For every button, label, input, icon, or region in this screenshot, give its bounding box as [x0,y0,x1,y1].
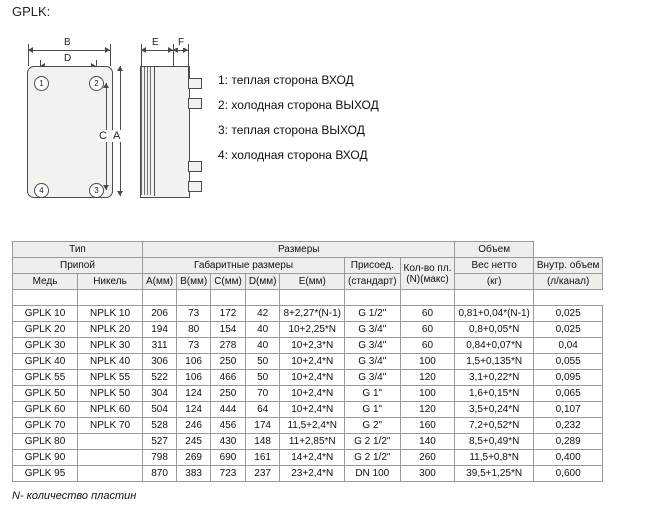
colheader-kg: (кг) [455,274,533,290]
table-row [13,354,603,370]
cell-standard: G 1" [345,402,401,418]
subheader-inner-volume: Внутр. объем [533,258,603,274]
dim-label-e: E [152,37,159,48]
subheader-plates-unit: (N)(макс) [406,273,449,285]
cell-volume: 0,095 [533,370,603,386]
heat-exchanger-diagram [10,26,210,206]
spacer-cell [245,290,280,306]
cell-b: 73 [177,338,211,354]
colheader-copper: Медь [13,274,78,290]
cell-d: 174 [245,418,280,434]
cell-c: 430 [211,434,246,450]
cell-c: 172 [211,306,246,322]
table-spacer-row [13,290,603,306]
spacer-cell [455,290,533,306]
cell-weight: 7,2+0,52*N [455,418,533,434]
cell-standard: G 3/4" [345,370,401,386]
dim-label-b: B [64,37,71,48]
footnote: N- количество пластин [12,490,137,502]
nozzle-bottom-2 [188,181,202,192]
dim-tick-f-right [188,44,189,78]
legend-item-2: 2: холодная сторона ВЫХОД [218,98,379,112]
cell-b: 80 [177,322,211,338]
cell-volume: 0,107 [533,402,603,418]
cell-d: 50 [245,354,280,370]
cell-weight: 39,5+1,25*N [455,466,533,482]
cell-nickel [78,450,143,466]
cell-b: 383 [177,466,211,482]
cell-b: 106 [177,370,211,386]
cell-weight: 1,6+0,15*N [455,386,533,402]
cell-plates: 60 [400,322,455,338]
specifications-table [12,241,603,482]
nozzle-top-1 [188,78,202,89]
cell-volume: 0,04 [533,338,603,354]
cell-a: 206 [143,306,177,322]
cell-weight: 3,1+0,22*N [455,370,533,386]
cell-d: 161 [245,450,280,466]
cell-a: 306 [143,354,177,370]
cell-d: 70 [245,386,280,402]
port-3-marker: 3 [89,183,104,198]
cell-standard: G 3/4" [345,338,401,354]
cell-volume: 0,600 [533,466,603,482]
spacer-cell [177,290,211,306]
table-row [13,386,603,402]
cell-e: 23+2,4*N [280,466,345,482]
cell-volume: 0,055 [533,354,603,370]
cell-standard: G 1" [345,386,401,402]
colheader-c: C(мм) [211,274,246,290]
cell-c: 250 [211,354,246,370]
nozzle-top-2 [188,98,202,109]
cell-copper: GPLK 10 [13,306,78,322]
subheader-dimensions: Габаритные размеры [143,258,345,274]
cell-d: 64 [245,402,280,418]
cell-weight: 0,81+0,04*(N-1) [455,306,533,322]
table-row [13,466,603,482]
cell-nickel: NPLK 10 [78,306,143,322]
cell-nickel: NPLK 20 [78,322,143,338]
cell-a: 870 [143,466,177,482]
cell-copper: GPLK 30 [13,338,78,354]
cell-c: 278 [211,338,246,354]
spacer-cell [13,290,78,306]
cell-weight: 11,5+0,8*N [455,450,533,466]
dim-arrow-c-top [103,83,109,88]
cell-d: 148 [245,434,280,450]
nozzle-bottom-1 [188,161,202,172]
cell-e: 10+2,25*N [280,322,345,338]
table-row [13,450,603,466]
cell-nickel [78,466,143,482]
subheader-plates-label: Кол-во пл. [403,262,452,274]
cell-d: 42 [245,306,280,322]
cell-b: 245 [177,434,211,450]
colheader-per-channel: (л/канал) [533,274,603,290]
cell-plates: 60 [400,338,455,354]
dim-arrow-c-bottom [103,185,109,190]
dim-label-f: F [178,37,185,48]
port-legend [218,68,379,168]
cell-volume: 0,400 [533,450,603,466]
cell-plates: 100 [400,354,455,370]
cell-b: 124 [177,402,211,418]
cell-c: 723 [211,466,246,482]
spacer-cell [400,290,455,306]
cell-e: 11+2,85*N [280,434,345,450]
cell-plates: 120 [400,370,455,386]
cell-standard: DN 100 [345,466,401,482]
cell-a: 798 [143,450,177,466]
dim-arrow-b-right [105,47,110,53]
spacer-cell [143,290,177,306]
cell-standard: G 1/2" [345,306,401,322]
cell-plates: 120 [400,402,455,418]
cell-e: 8+2,27*(N-1) [280,306,345,322]
cell-weight: 8,5+0,49*N [455,434,533,450]
cell-copper: GPLK 80 [13,434,78,450]
spacer-cell [345,290,401,306]
subheader-solder: Припой [13,258,143,274]
plate-pack-divider [140,66,155,196]
legend-item-3: 3: теплая сторона ВЫХОД [218,123,365,137]
table-row [13,402,603,418]
cell-e: 14+2,4*N [280,450,345,466]
cell-a: 304 [143,386,177,402]
cell-copper: GPLK 70 [13,418,78,434]
cell-d: 237 [245,466,280,482]
cell-copper: GPLK 20 [13,322,78,338]
cell-weight: 1,5+0,135*N [455,354,533,370]
cell-standard: G 2 1/2" [345,434,401,450]
cell-copper: GPLK 55 [13,370,78,386]
colheader-d: D(мм) [245,274,280,290]
cell-c: 154 [211,322,246,338]
colheader-a: A(мм) [143,274,177,290]
dim-arrow-a-top [117,66,123,71]
cell-c: 466 [211,370,246,386]
cell-a: 528 [143,418,177,434]
cell-volume: 0,025 [533,322,603,338]
cell-e: 10+2,4*N [280,370,345,386]
cell-plates: 260 [400,450,455,466]
cell-c: 456 [211,418,246,434]
table-row [13,434,603,450]
table-row [13,418,603,434]
cell-d: 40 [245,322,280,338]
cell-plates: 300 [400,466,455,482]
spacer-cell [211,290,246,306]
cell-b: 73 [177,306,211,322]
port-4-marker: 4 [34,183,49,198]
legend-item-1: 1: теплая сторона ВХОД [218,73,354,87]
table-row [13,338,603,354]
cell-plates: 160 [400,418,455,434]
cell-d: 40 [245,338,280,354]
colheader-e: E(мм) [280,274,345,290]
header-sizes: Размеры [143,242,455,258]
cell-nickel: NPLK 55 [78,370,143,386]
cell-a: 527 [143,434,177,450]
cell-a: 522 [143,370,177,386]
cell-copper: GPLK 50 [13,386,78,402]
dim-arrow-e-left [141,47,146,53]
cell-b: 124 [177,386,211,402]
cell-nickel: NPLK 40 [78,354,143,370]
cell-weight: 3,5+0,24*N [455,402,533,418]
cell-plates: 100 [400,386,455,402]
dim-label-c: C [99,130,107,142]
table-group-header-row [13,242,603,258]
colheader-standard: (стандарт) [345,274,401,290]
cell-e: 10+2,4*N [280,354,345,370]
cell-e: 11,5+2,4*N [280,418,345,434]
page-title: GPLK: [12,4,51,19]
cell-c: 690 [211,450,246,466]
cell-b: 269 [177,450,211,466]
subheader-weight: Вес нетто [455,258,533,274]
cell-c: 250 [211,386,246,402]
cell-copper: GPLK 90 [13,450,78,466]
cell-nickel: NPLK 50 [78,386,143,402]
cell-standard: G 3/4" [345,354,401,370]
cell-standard: G 3/4" [345,322,401,338]
dim-arrow-b-left [28,47,33,53]
cell-c: 444 [211,402,246,418]
cell-copper: GPLK 60 [13,402,78,418]
cell-volume: 0,232 [533,418,603,434]
table-row [13,306,603,322]
cell-volume: 0,289 [533,434,603,450]
cell-volume: 0,025 [533,306,603,322]
dim-label-d: D [64,53,72,64]
cell-standard: G 2 1/2" [345,450,401,466]
colheader-b: B(мм) [177,274,211,290]
colheader-nickel: Никель [78,274,143,290]
cell-nickel: NPLK 60 [78,402,143,418]
spacer-cell [78,290,143,306]
cell-volume: 0,065 [533,386,603,402]
cell-standard: G 2" [345,418,401,434]
table-row [13,370,603,386]
cell-plates: 140 [400,434,455,450]
cell-e: 10+2,4*N [280,402,345,418]
header-type: Тип [13,242,143,258]
cell-copper: GPLK 40 [13,354,78,370]
legend-item-4: 4: холодная сторона ВХОД [218,148,368,162]
dim-tick-b-right [110,44,111,66]
subheader-connection: Присоед. [345,258,401,274]
table-row [13,322,603,338]
dim-arrow-a-bottom [117,191,123,196]
cell-a: 194 [143,322,177,338]
port-1-marker: 1 [34,76,49,91]
cell-plates: 60 [400,306,455,322]
dim-line-b [28,50,110,51]
cell-nickel [78,434,143,450]
cell-a: 504 [143,402,177,418]
spacer-cell [280,290,345,306]
cell-e: 10+2,4*N [280,386,345,402]
cell-d: 50 [245,370,280,386]
cell-e: 10+2,3*N [280,338,345,354]
cell-b: 106 [177,354,211,370]
table-sub-header-row [13,258,603,274]
table-column-header-row [13,274,603,290]
cell-weight: 0,84+0,07*N [455,338,533,354]
dim-label-a: A [113,130,121,142]
header-volume: Объем [455,242,533,258]
cell-a: 311 [143,338,177,354]
cell-weight: 0,8+0,05*N [455,322,533,338]
cell-nickel: NPLK 30 [78,338,143,354]
cell-nickel: NPLK 70 [78,418,143,434]
port-2-marker: 2 [89,76,104,91]
cell-copper: GPLK 95 [13,466,78,482]
cell-b: 246 [177,418,211,434]
subheader-plates [400,258,455,290]
